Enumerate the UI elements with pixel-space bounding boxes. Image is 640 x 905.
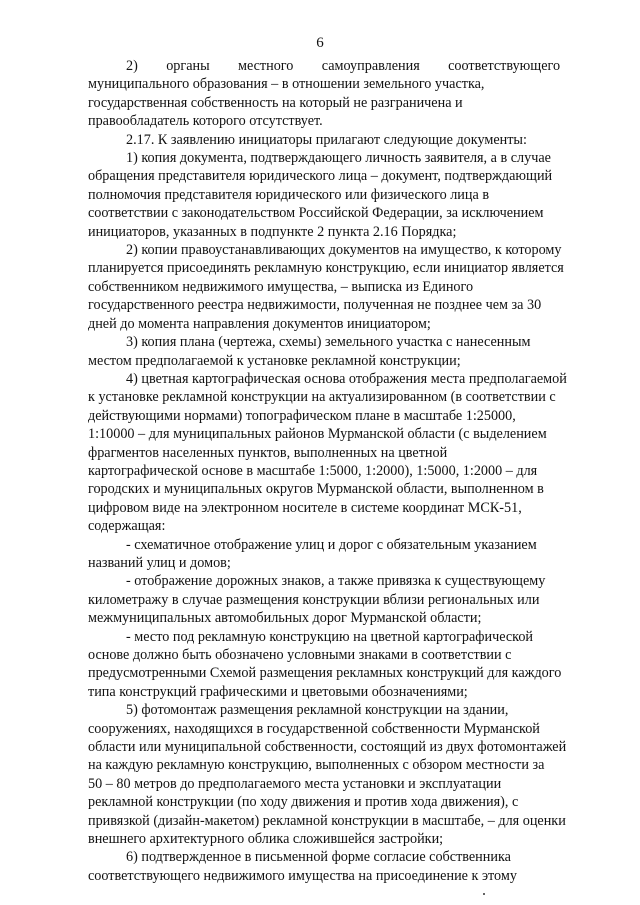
paragraph-item-2-municipal-authorities: 2) органы местного самоуправления соответствующего муниципального образования – в отношении земельного участка, государственная собственность на который не разграничена и правообладатель которого отсутствует. <box>88 58 561 130</box>
page-number: 6 <box>316 35 324 51</box>
paragraph-item-3-land-plan: 3) копия плана (чертежа, схемы) земельного участка с нанесенным местом предполагаемой к установке рекламной конструкции; <box>88 334 531 369</box>
paragraph-item-6-owner-consent: 6) подтвержденное в письменной форме согласие собственника соответствующего недвижимого имущества на присоединение к этому <box>88 849 517 884</box>
paragraph-item-4-cartographic-base: 4) цветная картографическая основа отображения места предполагаемой к установке рекламной конструкции на актуализированном (в соответствии с действующими нормами) топографическом плане в масштабе 1:25000, 1:10000 – для муниципальных районов Мурманской области (с выделением фрагментов населенных пунктов, выполненных на цветной картографической основе в масштабе 1:5000, 1:2000), 1:5000, 1:2000 – для городских и муниципальных округов Мурманской области, выполненном в цифровом виде на электронном носителе в системе координат МСК-51, содержащая: <box>88 370 567 535</box>
paragraph-item-1-identity-document: 1) копия документа, подтверждающего личность заявителя, а в случае обращения представителя юридического лица – документ, подтверждающий полномочия представителя юридического или физического лица в соответствии с законодательством Российской Федерации, за исключением инициаторов, указанных в подпункте 2 пункта 2.16 Порядка; <box>88 150 553 240</box>
paragraph-bullet-placement-marking: - место под рекламную конструкцию на цветной картографической основе должно быть обозначено условными знаками в соответствии с предусмотренными Схемой размещения рекламных конструкций для каждого типа конструкций графическими и цветовыми обозначениями; <box>88 628 562 700</box>
paragraph-2-17-heading: 2.17. К заявлению инициаторы прилагают следующие документы: <box>126 131 527 148</box>
document-body <box>88 57 606 885</box>
paragraph-item-5-photomontage: 5) фотомонтаж размещения рекламной конструкции на здании, сооружениях, находящихся в государственной собственности Мурманской области или муниципальной собственности, состоящий из двух фотомонтажей на каждую рекламную конструкцию, выполненных с обзором местности за 50 – 80 метров до предполагаемого места установки и эксплуатации рекламной конструкции (по ходу движения и против хода движения), с привязкой (дизайн-макетом) рекламной конструкции в масштабе, – для оценки внешнего архитектурного облика сложившейся застройки; <box>88 702 567 848</box>
paragraph-bullet-road-signs: - отображение дорожных знаков, а также привязка к существующему километражу в случае размещения конструкции вблизи региональных или межмуниципальных автомобильных дорог Мурманской области; <box>88 573 546 627</box>
paragraph-item-2-title-documents: 2) копии правоустанавливающих документов на имущество, к которому планируется присоединять рекламную конструкцию, если инициатор является собственником недвижимого имущества, – выписка из Единого государственного реестра недвижимости, полученная не позднее чем за 30 дней до момента направления документов инициатором; <box>88 242 564 332</box>
scan-dot-mark <box>483 893 485 895</box>
paragraph-bullet-streets: - схематичное отображение улиц и дорог с обязательным указанием названий улиц и домов; <box>88 536 537 571</box>
